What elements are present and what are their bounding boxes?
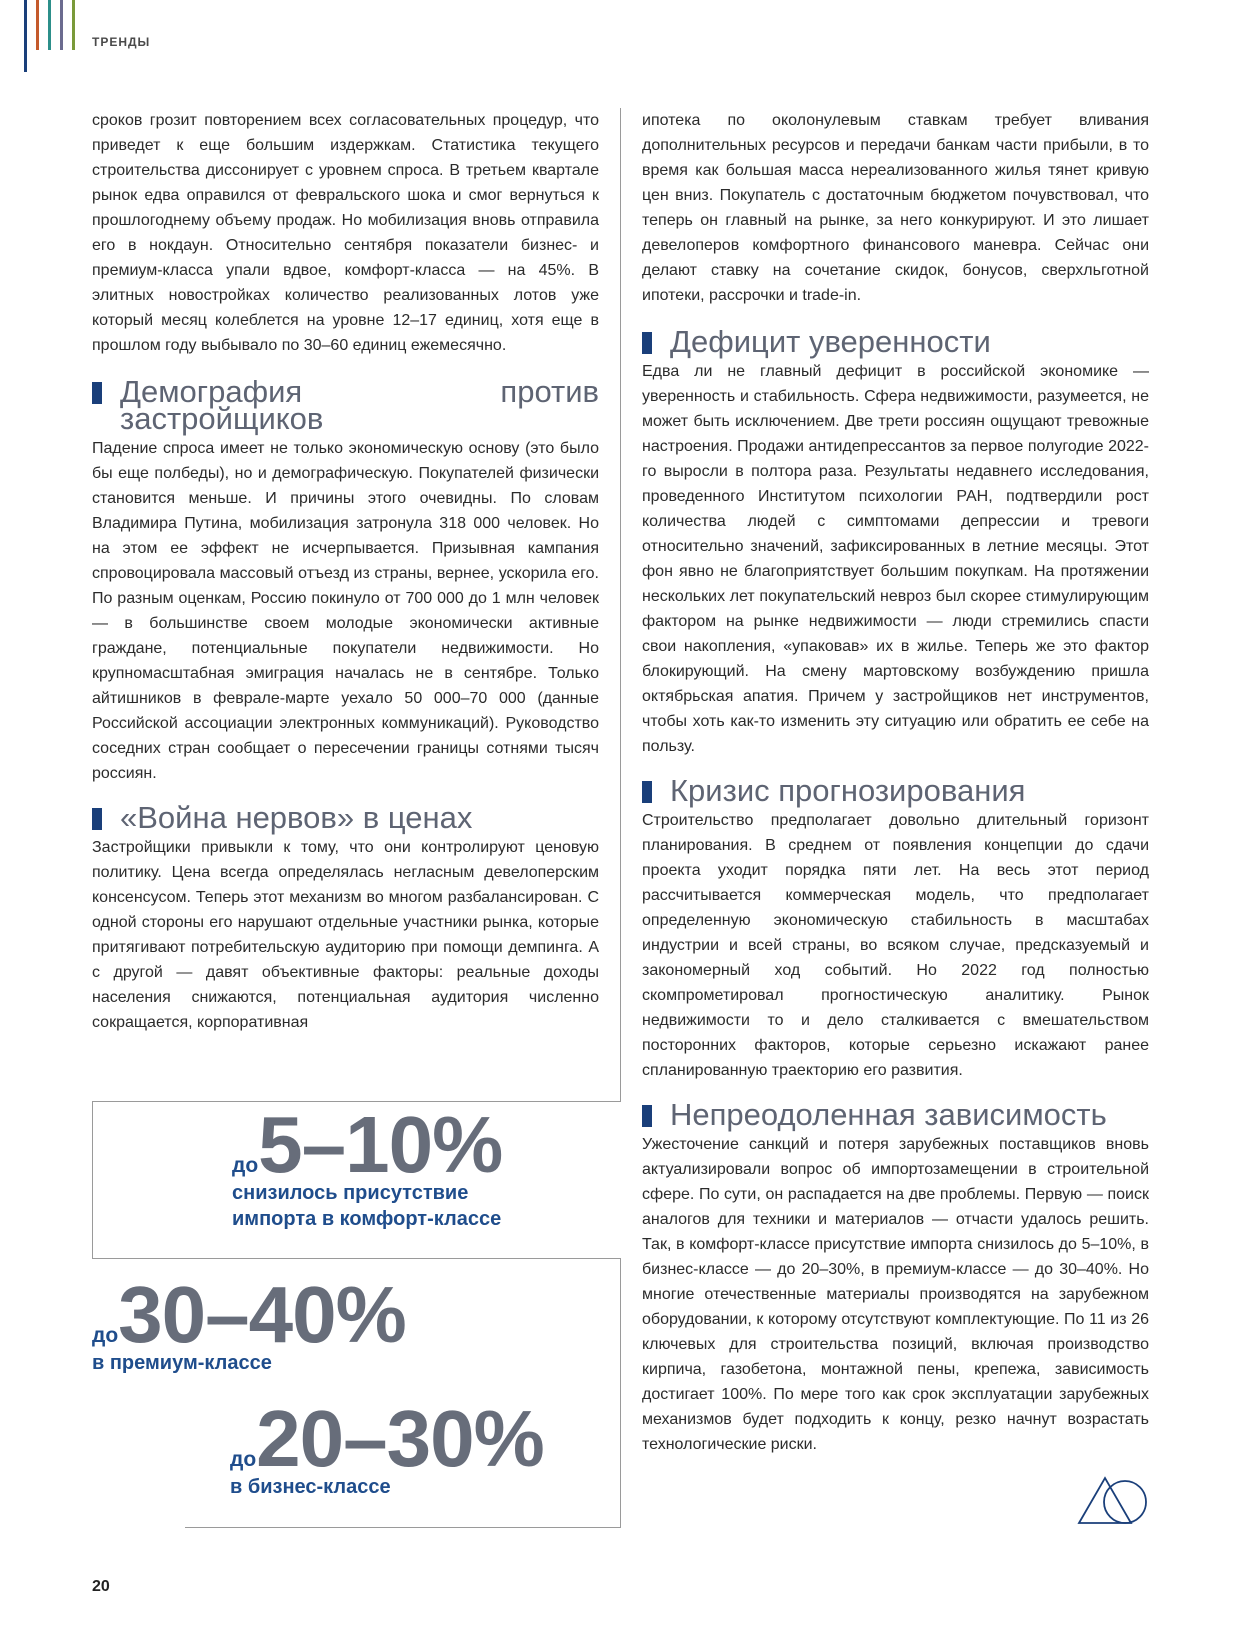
page-number: 20 bbox=[92, 1578, 110, 1595]
right-column bbox=[642, 108, 1149, 1457]
stripe bbox=[36, 0, 39, 50]
stripe bbox=[24, 0, 27, 72]
stat-box-mid bbox=[92, 1258, 621, 1259]
stat-premium bbox=[92, 1270, 406, 1376]
section-label: ТРЕНДЫ bbox=[92, 35, 151, 49]
stripe bbox=[72, 0, 75, 50]
paragraph: Строительство предполагает довольно длительный горизонт планирования. В среднем от появления концепции до сдачи проекта уходит порядка пяти лет. На весь этот период рассчитывается коммерческая модель, что предполагает определенную экономическую стабильность в масштабах индустрии и всей страны, во всяком случае, предсказуемый и закономерный ход событий. Но 2022 год полностью скомпрометировал прогностическую аналитику. Рынок недвижимости то и дело сталкивается с вмешательством посторонних факторов, которые серьезно искажают ранее спланированную траекторию его развития. bbox=[642, 812, 1149, 1079]
stripe bbox=[60, 0, 63, 50]
paragraph: ипотека по околонулевым ставкам требует вливания дополнительных ресурсов и передачи банкам части прибыли, в то время как большая масса нереализованного жилья тянет кривую цен вниз. Покупатель с достаточным бюджетом почувствовал, что теперь он главный на рынке, за него конкурируют. И это лишает девелоперов комфортного финансового маневра. Сейчас они делают ставку на сочетание скидок, бонусов, сверхльготной ипотеки, рассрочки и trade-in. bbox=[642, 112, 1149, 304]
stat-comfort bbox=[232, 1100, 503, 1232]
heading-deficit: Дефицит уверенности bbox=[642, 328, 1149, 355]
heading-bar bbox=[92, 382, 102, 404]
heading-bar bbox=[92, 808, 102, 830]
heading-bar bbox=[642, 781, 652, 803]
paragraph: Ужесточение санкций и потеря зарубежных поставщиков вновь актуализировали вопрос об импортозамещении в строительной сфере. По сути, он распадается на две проблемы. Первую — поиск аналогов для техники и материалов — отчасти удалось решить. Так, в комфорт-классе присутствие импорта снизилось до 5–10%, в бизнес-классе — до 20–30%, в премиум-классе — до 30–40%. Но многие отечественные материалы производятся на зарубежном оборудовании, к которому отсутствуют комплектующие. По 11 из 26 ключевых для строительства позиций, включая производство кирпича, газобетона, монтажной пены, крепежа, зависимость достигает 100%. По мере того как срок эксплуатации зарубежных механизмов будет подходить к концу, резко начнут возрастать технологические риски. bbox=[642, 1136, 1149, 1453]
stat-business bbox=[230, 1394, 544, 1500]
heading-bar bbox=[642, 332, 652, 354]
triangle-circle-logo-icon bbox=[1076, 1472, 1150, 1526]
stat-prefix: до bbox=[230, 1448, 257, 1471]
stat-caption: импорта в комфорт-классе bbox=[232, 1208, 502, 1230]
stat-box-right bbox=[620, 1258, 621, 1528]
stat-value: 5–10% bbox=[258, 1100, 503, 1189]
heading-bar bbox=[642, 1105, 652, 1127]
stat-value: 20–30% bbox=[256, 1394, 544, 1483]
stat-box-left bbox=[92, 1101, 93, 1259]
stat-prefix: до bbox=[232, 1154, 259, 1177]
heading-demography: Демография против застройщиков bbox=[92, 378, 599, 432]
heading-dependency: Непреодоленная зависимость bbox=[642, 1101, 1149, 1128]
paragraph: Застройщики привыкли к тому, что они контролируют ценовую политику. Цена всегда определялась негласным девелоперским консенсусом. Теперь этот механизм во многом разбалансирован. С одной стороны его нарушают отдельные участники рынка, которые притягивают потребительскую аудиторию при помощи демпинга. А с другой — давят объективные факторы: реальные доходы населения снижаются, потенциальная аудитория численно сокращается, корпоративная bbox=[92, 839, 599, 1031]
column-divider bbox=[620, 108, 621, 1101]
stat-caption: в бизнес-классе bbox=[230, 1476, 391, 1498]
stat-box-bottom bbox=[185, 1527, 621, 1528]
stat-prefix: до bbox=[92, 1324, 119, 1347]
stat-value: 30–40% bbox=[118, 1270, 406, 1359]
left-column bbox=[92, 108, 599, 1035]
paragraph: Падение спроса имеет не только экономическую основу (это было бы еще полбеды), но и демографическую. Покупателей физически становится меньше. И причины этого очевидны. По словам Владимира Путина, мобилизация затронула 318 000 человек. Но на этом ее эффект не исчерпывается. Призывная кампания спровоцировала массовый отъезд из страны, вернее, ускорила его. По разным оценкам, Россию покинуло от 700 000 до 1 млн человек — в большинстве своем молодые экономически активные граждане, потенциальные покупатели недвижимости. Но крупномасштабная эмиграция началась не в сентябре. Только айтишников в феврале-марте уехало 50 000–70 000 (данные Российской ассоциации электронных коммуникаций). Руководство соседних стран сообщает о пересечении границы сотнями тысяч россиян. bbox=[92, 440, 599, 782]
paragraph: Едва ли не главный дефицит в российской экономике — уверенность и стабильность. Сфера недвижимости, разумеется, не может быть исключением. Две трети россиян ощущают тревожные настроения. Продажи антидепрессантов за первое полугодие 2022-го выросли в полтора раза. Результаты недавнего исследования, проведенного Институтом психологии РАН, подтвердили рост количества людей с симптомами депрессии и тревоги относительно значений, зафиксированных в летние месяцы. Этот фон явно не благоприятствует большим покупкам. На протяжении нескольких лет покупательский невроз был скорее стимулирующим фактором на рынке недвижимости — люди стремились спасти свои накопления, «упаковав» их в жилье. Теперь же это фактор блокирующий. На смену мартовскому возбуждению пришла октябрьская апатия. Причем у застройщиков нет инструментов, чтобы хоть как-то изменить эту ситуацию или обратить ее себе на пользу. bbox=[642, 363, 1149, 755]
stat-caption: в премиум-классе bbox=[92, 1352, 272, 1374]
heading-war-of-nerves: «Война нервов» в ценах bbox=[92, 804, 599, 831]
paragraph: сроков грозит повторением всех согласовательных процедур, что приведет к еще большим издержкам. Статистика текущего строительства диссонирует с уровнем спроса. В третьем квартале рынок едва оправился от февральского шока и смог вернуться к прошлогоднему объему продаж. Но мобилизация вновь отправила его в нокдаун. Относительно сентября показатели бизнес- и премиум-класса упали вдвое, комфорт-класса — на 45%. В элитных новостройках количество реализованных лотов уже который месяц колеблется на уровне 12–17 единиц, хотя еще в прошлом году выбывало по 30–60 единиц ежемесячно. bbox=[92, 112, 599, 354]
stripe bbox=[48, 0, 51, 50]
stat-caption: снизилось присутствие bbox=[232, 1182, 469, 1204]
heading-forecast: Кризис прогнозирования bbox=[642, 777, 1149, 804]
